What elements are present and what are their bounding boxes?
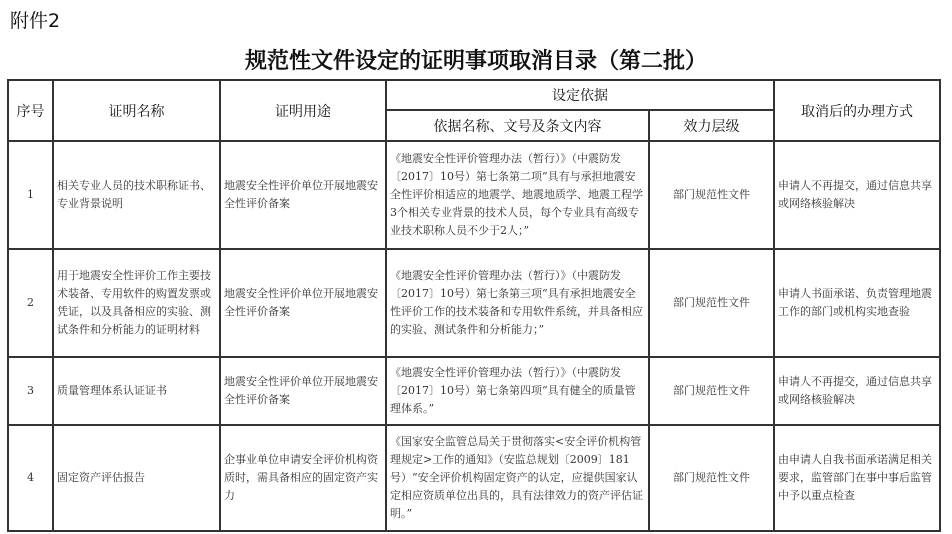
row-seq: 1 (8, 141, 53, 249)
table-row (8, 249, 940, 357)
header-method: 取消后的办理方式 (774, 80, 940, 141)
row-seq: 2 (8, 249, 53, 357)
row-method: 由申请人自我书面承诺满足相关要求，监管部门在事中事后监管中予以重点检查 (774, 425, 940, 531)
table-row (8, 141, 940, 249)
header-seq: 序号 (8, 80, 53, 141)
header-level: 效力层级 (649, 110, 774, 141)
header-name: 证明名称 (53, 80, 220, 141)
row-name: 相关专业人员的技术职称证书、专业背景说明 (53, 141, 220, 249)
row-basis: 《地震安全性评价管理办法（暂行）》（中震防发〔2017〕10号）第七条第四项“具有健全的质量管理体系。” (386, 357, 649, 425)
row-purpose: 企事业单位申请安全评价机构资质时，需具备相应的固定资产实力 (220, 425, 386, 531)
row-name: 用于地震安全性评价工作主要技术装备、专用软件的购置发票或凭证，以及具备相应的实验、测试条件和分析能力的证明材料 (53, 249, 220, 357)
row-method: 申请人不再提交，通过信息共享或网络核验解决 (774, 357, 940, 425)
attachment-label: 附件2 (10, 10, 61, 32)
row-basis: 《国家安全监管总局关于贯彻落实<安全评价机构管理规定>工作的通知》（安监总规划〔2009〕181号）“安全评价机构固定资产的认定，应提供国家认定相应资质单位出具的，具有法律效力的资产评估证明。” (386, 425, 649, 531)
row-method: 申请人不再提交，通过信息共享或网络核验解决 (774, 141, 940, 249)
row-level: 部门规范性文件 (649, 425, 774, 531)
row-name: 固定资产评估报告 (53, 425, 220, 531)
header-basis-group: 设定依据 (386, 80, 774, 110)
table-row (8, 425, 940, 531)
header-basis-content: 依据名称、文号及条文内容 (386, 110, 649, 141)
row-level: 部门规范性文件 (649, 141, 774, 249)
row-seq: 3 (8, 357, 53, 425)
row-seq: 4 (8, 425, 53, 531)
row-purpose: 地震安全性评价单位开展地震安全性评价备案 (220, 357, 386, 425)
table-row (8, 357, 940, 425)
row-purpose: 地震安全性评价单位开展地震安全性评价备案 (220, 141, 386, 249)
row-name: 质量管理体系认证证书 (53, 357, 220, 425)
row-basis: 《地震安全性评价管理办法（暂行）》（中震防发〔2017〕10号）第七条第三项“具有承担地震安全性评价工作的技术装备和专用软件系统，并具备相应的实验、测试条件和分析能力；” (386, 249, 649, 357)
row-level: 部门规范性文件 (649, 357, 774, 425)
row-purpose: 地震安全性评价单位开展地震安全性评价备案 (220, 249, 386, 357)
row-method: 申请人书面承诺、负责管理地震工作的部门或机构实地查验 (774, 249, 940, 357)
document-title: 规范性文件设定的证明事项取消目录（第二批） (244, 48, 707, 74)
row-basis: 《地震安全性评价管理办法（暂行）》（中震防发〔2017〕10号）第七条第二项“具有与承担地震安全性评价相适应的地震学、地震地质学、地震工程学3个相关专业背景的技术人员，每个专业具有高级专业技术职称人员不少于2人；” (386, 141, 649, 249)
certificate-table (7, 79, 941, 532)
header-purpose: 证明用途 (220, 80, 386, 141)
row-level: 部门规范性文件 (649, 249, 774, 357)
